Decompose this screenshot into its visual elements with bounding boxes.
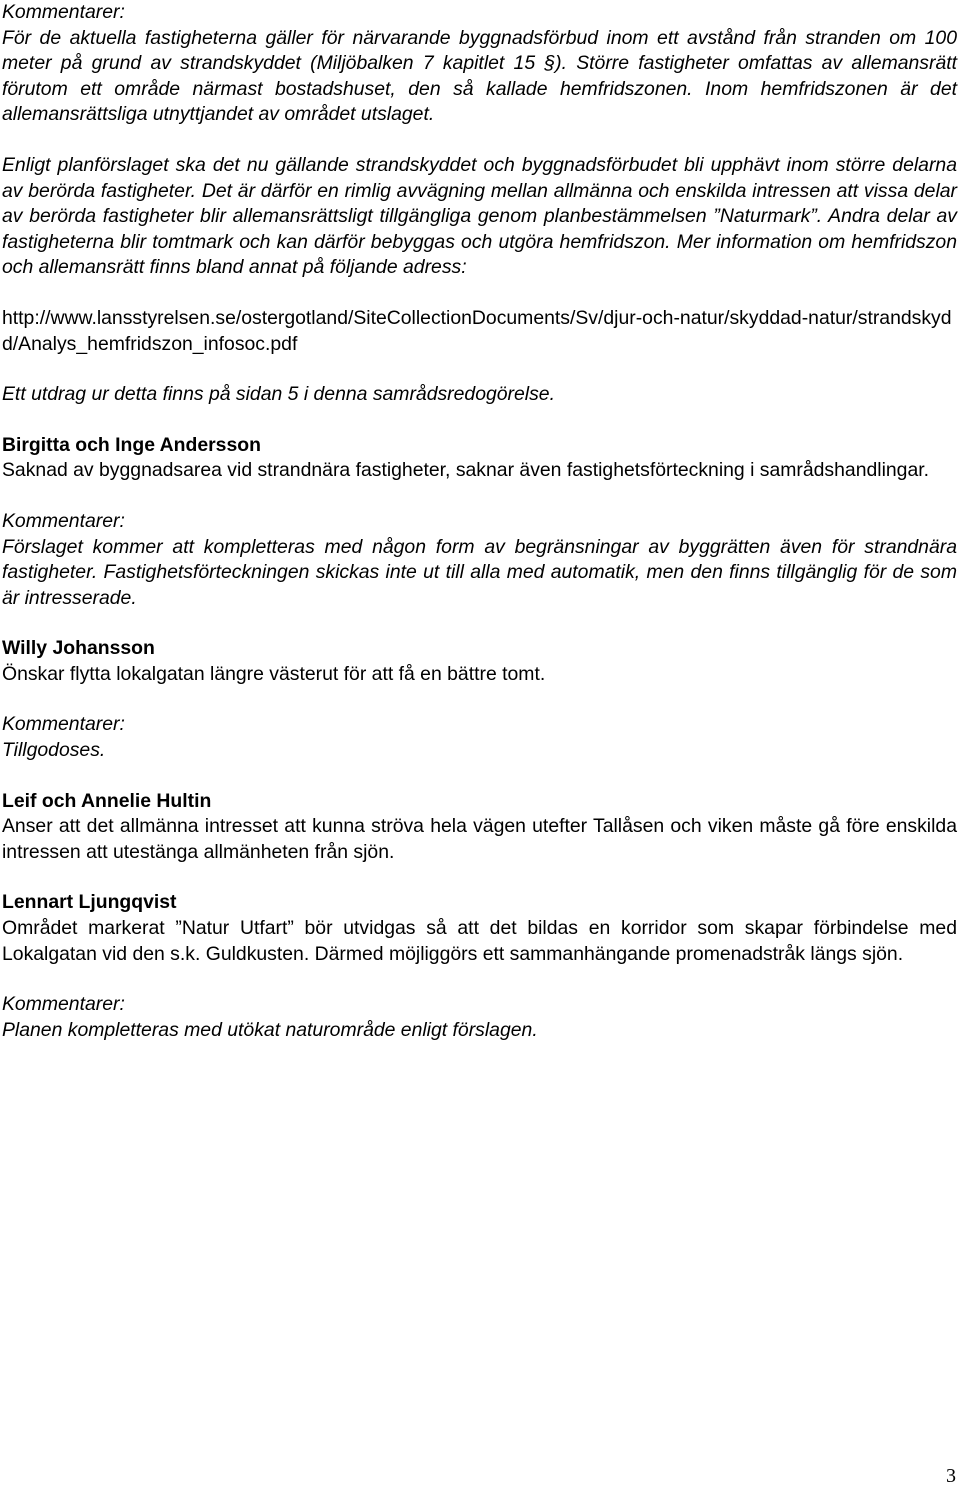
comment-text: Tillgodoses.	[2, 739, 106, 762]
comment-text: Planen kompletteras med utökat naturområde enligt förslagen.	[2, 1018, 538, 1041]
comment-label: Kommentarer:	[2, 713, 125, 736]
submitter-name: Willy Johansson	[2, 637, 155, 660]
submitter-name: Leif och Annelie Hultin	[2, 789, 212, 812]
submission-text: Önskar flytta lokalgatan längre västerut för att få en bättre tomt.	[2, 662, 546, 685]
document-page	[2, 0, 957, 1043]
comment-text: Förslaget kommer att kompletteras med någon form av begränsningar av byggrätten även för strandnära fastigheter. Fastighetsförteckningen skickas inte ut till alla med automatik, men den finns tillgänglig för de som är intresserade.	[2, 535, 957, 609]
submission-text: Saknad av byggnadsarea vid strandnära fastigheter, saknar även fastighetsförteckning i samrådshandlingar.	[2, 459, 930, 482]
submitter-name: Birgitta och Inge Andersson	[2, 433, 261, 456]
comment-paragraph: För de aktuella fastigheterna gäller för närvarande byggnadsförbud inom ett avstånd från stranden om 100 meter på grund av strandskyddet (Miljöbalken 7 kapitlet 15 §). Större fastigheter omfattas av allemansrätt förutom ett område närmast bostadshuset, den så kallade hemfridszonen. Inom hemfridszonen är det allemansrättsliga utnyttjandet av området utslaget.	[2, 26, 957, 126]
excerpt-note: Ett utdrag ur detta finns på sidan 5 i denna samrådsredogörelse.	[2, 383, 555, 406]
reference-url: http://www.lansstyrelsen.se/ostergotland/SiteCollectionDocuments/Sv/djur-och-natur/skyddad-natur/strandskydd/Analys_hemfridszon_infosoc.pdf	[2, 306, 952, 355]
page-number: 3	[946, 1465, 956, 1487]
submission-text: Området markerat ”Natur Utfart” bör utvidgas så att det bildas en korridor som skapar förbindelse med Lokalgatan vid den s.k. Guldkusten. Därmed möjliggörs ett sammanhängande promenadstråk längs sjön.	[2, 917, 957, 965]
comment-label: Kommentarer:	[2, 1, 125, 23]
submission-text: Anser att det allmänna intresset att kunna ströva hela vägen utefter Tallåsen och viken måste gå före enskilda intressen att utestänga allmänheten från sjön.	[2, 815, 957, 863]
submitter-name: Lennart Ljungqvist	[2, 891, 177, 914]
comment-label: Kommentarer:	[2, 509, 125, 532]
comment-label: Kommentarer:	[2, 993, 125, 1016]
comment-paragraph: Enligt planförslaget ska det nu gällande strandskyddet och byggnadsförbudet bli upphävt inom större delarna av berörda fastigheter. Det är därför en rimlig avvägning mellan allmänna och enskilda intressen att vissa delar av berörda fastigheter blir allemansrättsligt tillgängliga genom planbestämmelsen ”Naturmark”. Andra delar av fastigheterna blir tomtmark och kan därför bebyggas och utgöra hemfridszon. Mer information om hemfridszon och allemansrätt finns bland annat på följande adress:	[2, 153, 957, 279]
